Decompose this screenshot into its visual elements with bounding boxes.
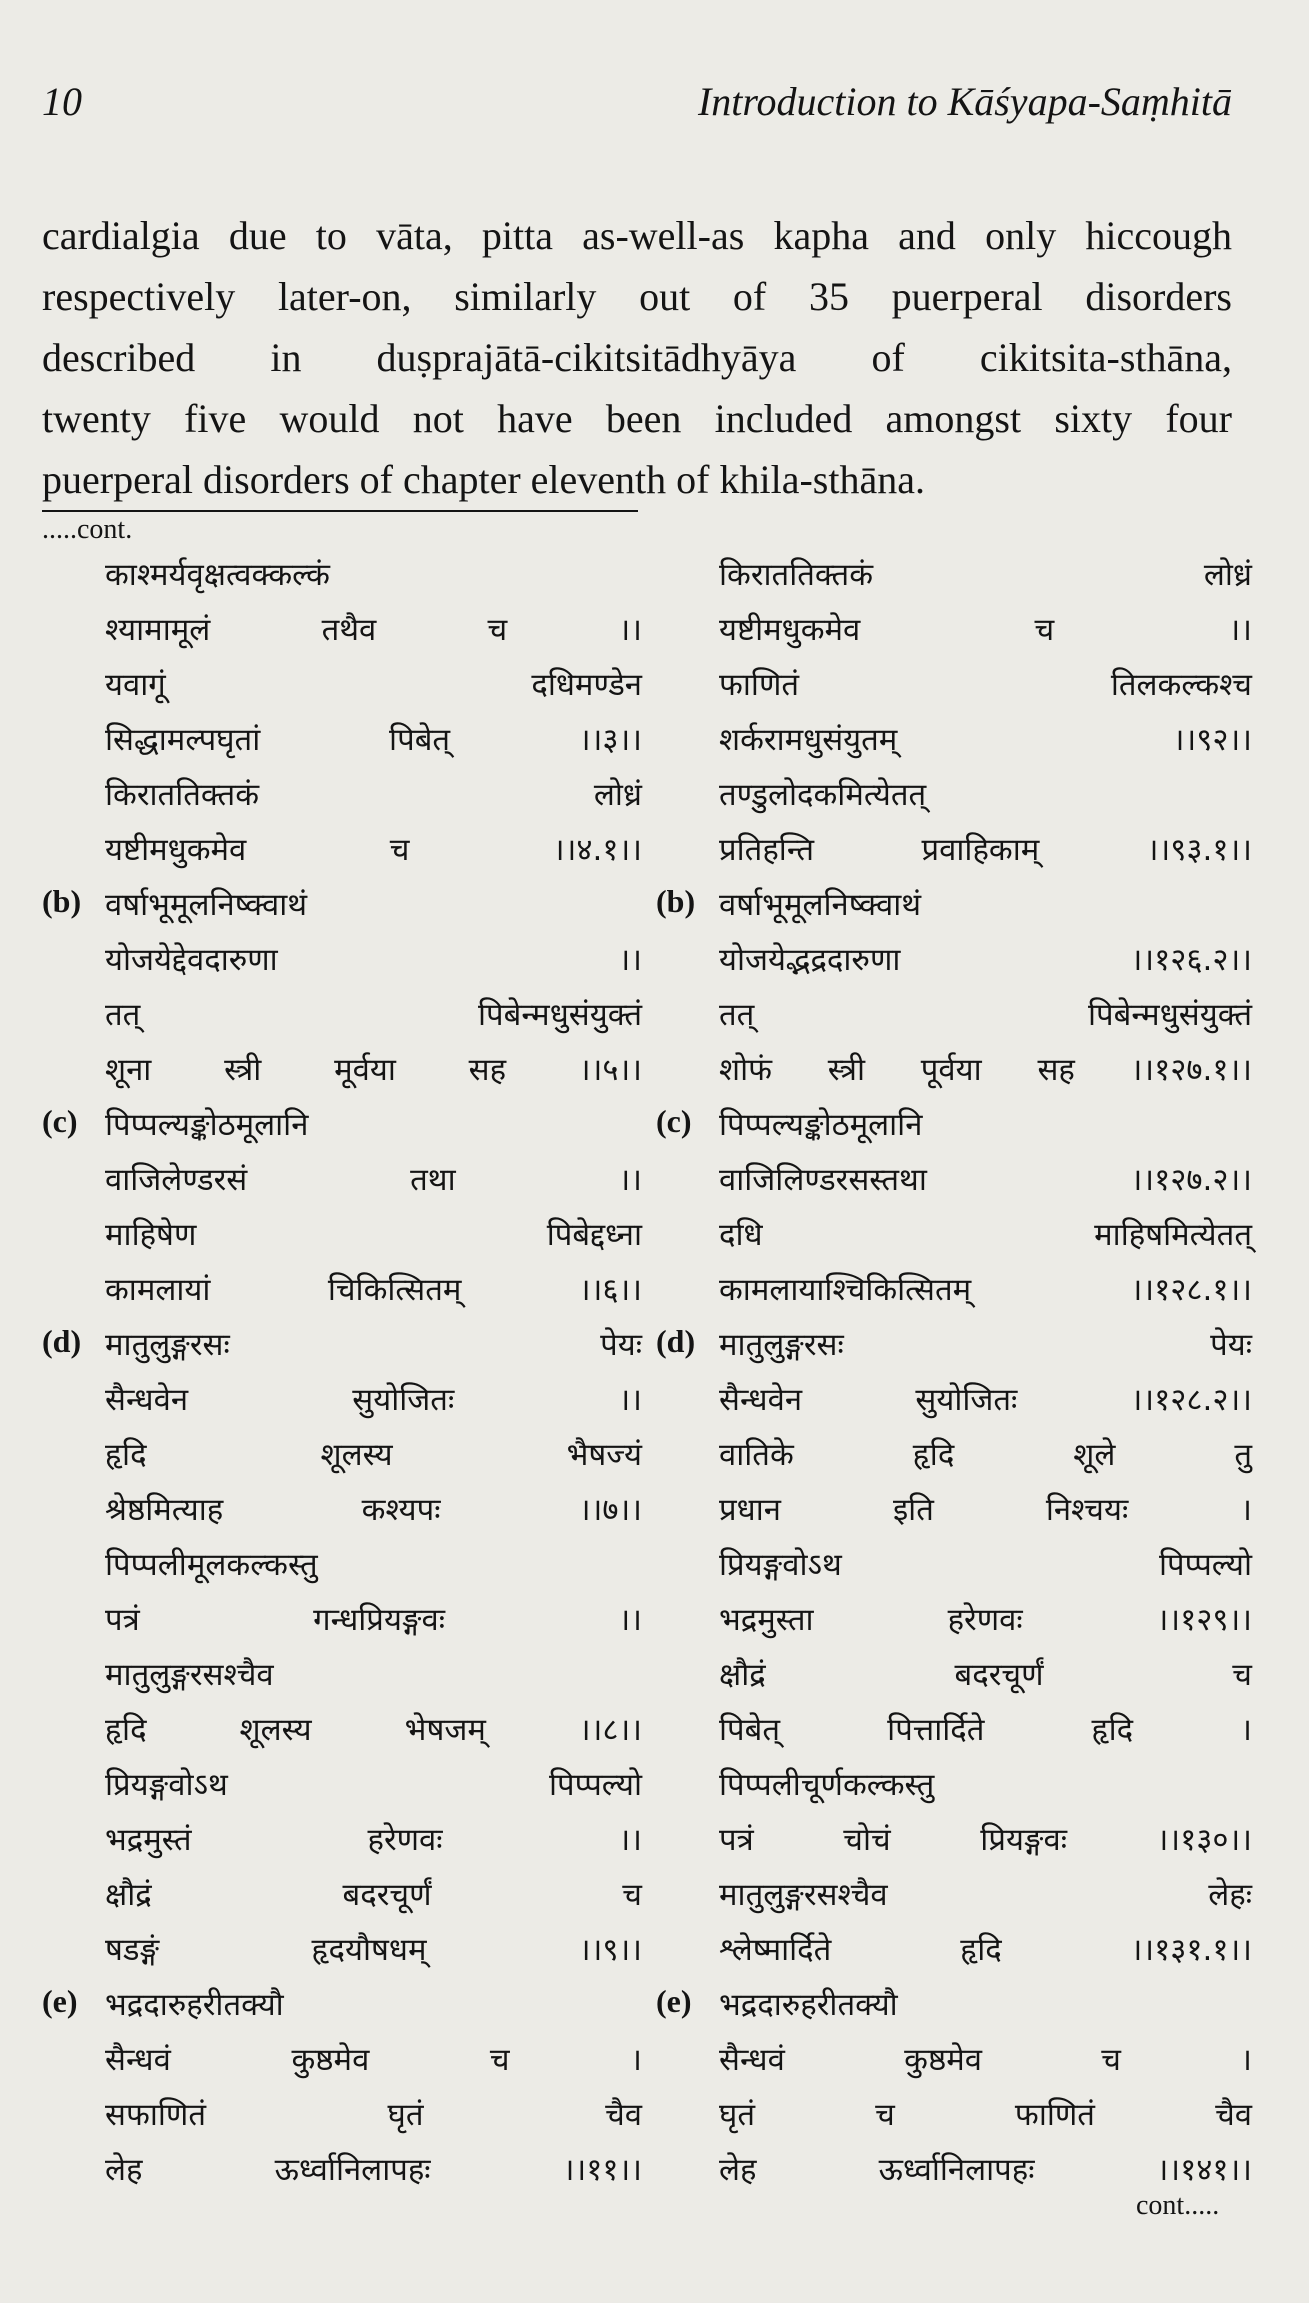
verse-line	[42, 608, 642, 663]
verse-line	[42, 1598, 642, 1653]
verse-label: (d)	[656, 1323, 696, 1359]
continued-marker: cont.....	[1136, 2190, 1220, 2221]
verse-line	[656, 1213, 1252, 1268]
verse-line	[656, 1268, 1252, 1323]
verse-text: भद्रमुस्तं हरेणवः ।।	[105, 1822, 642, 1858]
verse-line	[656, 608, 1252, 663]
paragraph-line: puerperal disorders of chapter eleventh of khila-sthāna.	[42, 457, 925, 502]
verse-line	[656, 1323, 1252, 1378]
continued-from-marker: .....cont.	[42, 514, 133, 545]
verse-line	[656, 828, 1252, 883]
verse-line	[656, 1708, 1252, 1763]
verse-text: पिप्पल्यङ्कोठमूलानि	[719, 1107, 923, 1143]
verse-line	[42, 1653, 642, 1708]
body-paragraph	[42, 205, 1232, 510]
verse-line	[42, 1268, 642, 1323]
verse-line	[42, 1983, 642, 2038]
verse-line	[656, 1103, 1252, 1158]
verse-text: हृदि शूलस्य भेषजम् ।।८।।	[105, 1712, 642, 1748]
verse-text: कामलायाश्चिकित्सितम् ।।१२८.१।।	[719, 1272, 1252, 1308]
verse-text: काश्मर्यवृक्षत्वक्कल्कं	[105, 557, 330, 593]
verse-text: पिप्पलीमूलकल्कस्तु	[105, 1547, 318, 1583]
verse-text: भद्रमुस्ता हरेणवः ।।१२९।।	[719, 1602, 1252, 1638]
verse-text: योजयेद्देवदारुणा ।।	[105, 942, 642, 978]
verse-line	[656, 1158, 1252, 1213]
verse-text: यष्टीमधुकमेव च ।।४.१।।	[105, 832, 642, 868]
paragraph-line: respectively later-on, similarly out of 35 puerperal disorders	[42, 274, 1232, 319]
page-number: 10	[42, 79, 82, 124]
verse-text: क्षौद्रं बदरचूर्णं च	[719, 1657, 1252, 1693]
verse-text: प्रधान इति निश्चयः ।	[719, 1492, 1252, 1528]
verse-text: पिप्पल्यङ्कोठमूलानि	[105, 1107, 309, 1143]
verse-label: (b)	[42, 883, 82, 919]
verse-line	[42, 663, 642, 718]
verse-line	[656, 883, 1252, 938]
running-title: Introduction to Kāśyapa-Saṃhitā	[697, 79, 1232, 124]
verse-line	[656, 2038, 1252, 2093]
verse-text: लेह ऊर्ध्वानिलापहः ।।१४१।।	[719, 2152, 1252, 2188]
verse-text: मातुलुङ्गरसश्चैव लेहः	[719, 1877, 1252, 1913]
verse-line	[656, 1048, 1252, 1103]
verse-line	[42, 553, 642, 608]
verse-text: पत्रं गन्धप्रियङ्गवः ।।	[105, 1602, 642, 1638]
verse-text: प्रतिहन्ति प्रवाहिकाम् ।।९३.१।।	[719, 832, 1252, 868]
verse-line	[656, 1983, 1252, 2038]
verse-line	[42, 993, 642, 1048]
verse-line	[42, 2038, 642, 2093]
verse-label: (e)	[42, 1983, 78, 2019]
verse-line	[42, 1158, 642, 1213]
verse-line	[42, 1763, 642, 1818]
verse-line	[42, 1488, 642, 1543]
verse-line	[42, 1213, 642, 1268]
verse-text: किराततिक्तकं लोध्रं	[719, 557, 1252, 593]
verse-line	[656, 1488, 1252, 1543]
verse-text: पिबेत् पित्तार्दिते हृदि ।	[719, 1712, 1252, 1748]
verse-line	[42, 1433, 642, 1488]
verse-text: सैन्धवेन सुयोजितः ।।१२८.२।।	[719, 1382, 1252, 1418]
verse-line	[656, 1378, 1252, 1433]
verse-line	[42, 1543, 642, 1598]
verse-text: मातुलुङ्गरसः पेयः	[719, 1327, 1252, 1363]
verse-text: शूना स्त्री मूर्वया सह ।।५।।	[105, 1052, 642, 1088]
verse-text: माहिषेण पिबेद्दध्ना	[105, 1217, 642, 1253]
verse-text: मातुलुङ्गरसश्चैव	[105, 1657, 274, 1693]
verse-line	[42, 1818, 642, 1873]
verse-text: वर्षाभूमूलनिष्क्वाथं	[105, 887, 308, 923]
verse-text: पत्रं चोचं प्रियङ्गवः ।।१३०।।	[719, 1822, 1252, 1858]
verse-text: क्षौद्रं बदरचूर्णं च	[105, 1877, 642, 1913]
verse-line	[656, 553, 1252, 608]
verse-line	[656, 1818, 1252, 1873]
verse-line	[42, 773, 642, 828]
verse-text: शर्करामधुसंयुतम् ।।९२।।	[719, 722, 1252, 758]
verse-text: हृदि शूलस्य भैषज्यं	[105, 1437, 642, 1473]
verse-text: श्लेष्मार्दिते हृदि ।।१३१.१।।	[719, 1932, 1252, 1968]
verse-text: योजयेद्भद्रदारुणा ।।१२६.२।।	[719, 942, 1252, 978]
verse-text: प्रियङ्गवोऽथ पिप्पल्यो	[719, 1547, 1252, 1583]
verse-line	[656, 1433, 1252, 1488]
verse-text: प्रियङ्गवोऽथ पिप्पल्यो	[105, 1767, 642, 1803]
verse-text: फाणितं तिलकल्कश्च	[719, 667, 1252, 703]
verse-text: वातिके हृदि शूले तु	[719, 1437, 1252, 1473]
verse-text: लेह ऊर्ध्वानिलापहः ।।११।।	[105, 2152, 642, 2188]
verse-text: सैन्धवं कुष्ठमेव च ।	[719, 2042, 1252, 2078]
verse-text: कामलायां चिकित्सितम् ।।६।।	[105, 1272, 642, 1308]
left-verse-column	[42, 553, 642, 2203]
verse-text: तत् पिबेन्मधुसंयुक्तं	[105, 997, 642, 1033]
verse-line	[42, 1048, 642, 1103]
verse-line	[656, 938, 1252, 993]
verse-label: (e)	[656, 1983, 692, 2019]
verse-text: षडङ्गं हृदयौषधम् ।।९।।	[105, 1932, 642, 1968]
verse-label: (b)	[656, 883, 696, 919]
verse-line	[656, 718, 1252, 773]
verse-line	[656, 773, 1252, 828]
verse-line	[42, 2148, 642, 2203]
paragraph-line: cardialgia due to vāta, pitta as-well-as kapha and only hiccough	[42, 213, 1232, 258]
verse-text: वाजिलिण्डरसस्तथा ।।१२७.२।।	[719, 1162, 1252, 1198]
paragraph-line: described in duṣprajātā-cikitsitādhyāya of cikitsita-sthāna,	[42, 335, 1232, 380]
verse-text: सिद्धामल्पघृतां पिबेत् ।।३।।	[105, 722, 642, 758]
verse-text: मातुलुङ्गरसः पेयः	[105, 1327, 642, 1363]
section-divider	[42, 510, 638, 512]
verse-text: यष्टीमधुकमेव च ।।	[719, 612, 1252, 648]
verse-text: श्यामामूलं तथैव च ।।	[105, 612, 642, 648]
verse-text: भद्रदारुहरीतक्यौ	[105, 1987, 284, 2023]
verse-text: यवागूं दधिमण्डेन	[105, 667, 642, 703]
verse-line	[42, 1323, 642, 1378]
verse-line	[656, 1873, 1252, 1928]
verse-text: वर्षाभूमूलनिष्क्वाथं	[719, 887, 922, 923]
verse-line	[656, 993, 1252, 1048]
verse-text: पिप्पलीचूर्णकल्कस्तु	[719, 1767, 935, 1803]
verse-line	[42, 828, 642, 883]
verse-line	[42, 2093, 642, 2148]
verse-line	[656, 2093, 1252, 2148]
verse-text: दधि माहिषमित्येतत्	[719, 1217, 1252, 1253]
verse-line	[656, 1653, 1252, 1708]
right-verse-column	[656, 553, 1252, 2203]
verse-label: (c)	[656, 1103, 692, 1139]
verse-text: तण्डुलोदकमित्येतत्	[719, 777, 927, 813]
verse-text: सफाणितं घृतं चैव	[105, 2097, 642, 2133]
verse-line	[656, 1598, 1252, 1653]
verse-label: (c)	[42, 1103, 78, 1139]
verse-line	[42, 938, 642, 993]
verse-text: किराततिक्तकं लोध्रं	[105, 777, 642, 813]
verse-line	[656, 1543, 1252, 1598]
verse-line	[656, 1928, 1252, 1983]
verse-line	[42, 1378, 642, 1433]
verse-line	[42, 1928, 642, 1983]
verse-line	[42, 883, 642, 938]
paragraph-line: twenty five would not have been included amongst sixty four	[42, 396, 1232, 441]
verse-text: श्रेष्ठमित्याह कश्यपः ।।७।।	[105, 1492, 642, 1528]
verse-text: सैन्धवेन सुयोजितः ।।	[105, 1382, 642, 1418]
verse-line	[656, 1763, 1252, 1818]
verse-label: (d)	[42, 1323, 82, 1359]
verse-text: शोफं स्त्री पूर्वया सह ।।१२७.१।।	[719, 1052, 1252, 1088]
verse-text: सैन्धवं कुष्ठमेव च ।	[105, 2042, 642, 2078]
verse-text: भद्रदारुहरीतक्यौ	[719, 1987, 898, 2023]
verse-line	[42, 718, 642, 773]
verse-line	[42, 1103, 642, 1158]
verse-text: घृतं च फाणितं चैव	[719, 2097, 1252, 2133]
running-header	[42, 78, 1232, 125]
verse-text: वाजिलेण्डरसं तथा ।।	[105, 1162, 642, 1198]
verse-line	[42, 1873, 642, 1928]
verse-line	[42, 1708, 642, 1763]
verse-line	[656, 663, 1252, 718]
verse-text: तत् पिबेन्मधुसंयुक्तं	[719, 997, 1252, 1033]
